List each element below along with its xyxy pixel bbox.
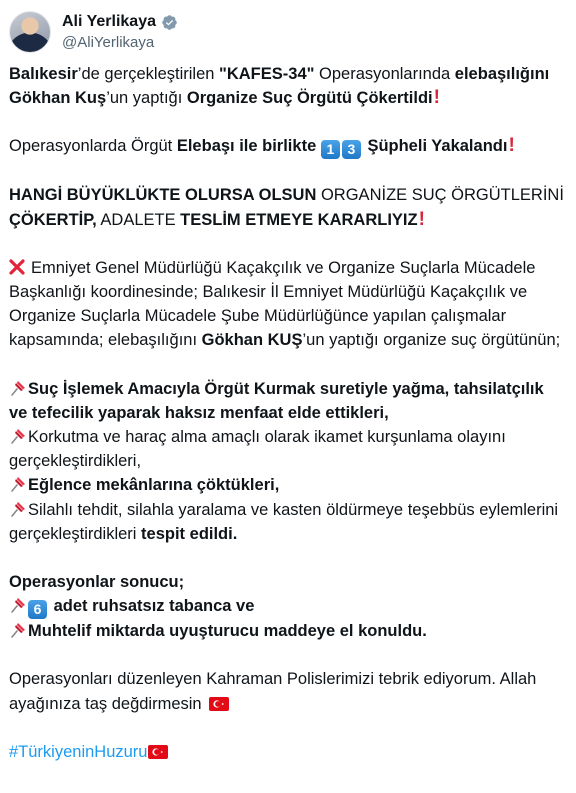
- turkey-flag-icon: [209, 697, 229, 711]
- text: ’un yaptığı: [106, 89, 187, 108]
- paragraph-hashtag: [9, 740, 566, 764]
- paragraph-6: [9, 570, 566, 643]
- text-bold: Gökhan KUŞ: [201, 331, 303, 350]
- display-name[interactable]: Ali Yerlikaya: [62, 13, 156, 30]
- text-bold: Elebaşı ile birlikte: [176, 137, 317, 156]
- pushpin-icon: [9, 379, 27, 397]
- text-bold: Gökhan Kuş: [9, 89, 107, 108]
- text: Silahlı tehdit, silahla yaralama ve kasten öldürmeye teşebbüs eylemlerini gerçekleştirdikleri: [9, 500, 559, 543]
- exclamation-icon: !: [433, 87, 440, 109]
- text: Korkutma ve haraç alma amaçlı olarak ikamet kurşunlama olayını gerçekleştirdikleri,: [9, 428, 506, 471]
- text-bold: HANGİ BÜYÜKLÜKTE OLURSA OLSUN: [9, 186, 317, 205]
- paragraph-5: [9, 377, 566, 546]
- text: Operasyonları düzenleyen Kahraman Polislerimizi tebrik ediyorum. Allah ayağınıza taş değdirmesin: [9, 670, 537, 713]
- text-bold: Organize Suç Örgütü Çökertildi: [186, 89, 433, 108]
- text-bold: Suç İşlemek Amacıyla Örgüt Kurmak suretiyle yağma, tahsilatçılık ve tefecilik yaparak haksız menfaat elde ettikleri,: [9, 379, 544, 422]
- hashtag-link[interactable]: #TürkiyeninHuzuru: [9, 742, 148, 761]
- keycap-3-icon: 3: [342, 140, 361, 159]
- paragraph-3: [9, 183, 566, 231]
- pushpin-icon: [9, 427, 27, 445]
- text-bold: TESLİM ETMEYE KARARLIYIZ: [180, 210, 418, 229]
- exclamation-icon: !: [508, 135, 515, 157]
- author-names: [62, 11, 178, 53]
- text-bold: tespit edildi.: [141, 524, 238, 543]
- text-bold: Muhtelif miktarda uyuşturucu maddeye el konuldu.: [28, 622, 427, 641]
- text-bold: Balıkesir: [9, 65, 78, 83]
- pushpin-icon: [9, 475, 27, 493]
- avatar[interactable]: [9, 11, 51, 53]
- pushpin-icon: [9, 621, 27, 639]
- paragraph-7: [9, 667, 566, 715]
- tweet-header: [9, 0, 566, 62]
- text: ’de gerçekleştirilen: [77, 65, 220, 83]
- turkey-flag-icon: [148, 745, 168, 759]
- text: ’un yaptığı organize suç örgütünün;: [302, 331, 561, 350]
- text: ORGANİZE SUÇ ÖRGÜTLERİNİ: [316, 186, 564, 205]
- name-row: [62, 11, 178, 33]
- text: ADALETE: [96, 210, 181, 229]
- cross-mark-icon: [9, 259, 25, 275]
- text: Emniyet Genel Müdürlüğü Kaçakçılık ve Organize Suçlarla Mücadele Başkanlığı koordinesinde; Balıkesir İl Emniyet Müdürlüğü Kaçakçılık ve Organize Suçlarla Mücadele Şube Müdürlüğünce yapılan çalışmalar kapsamında; elebaşılığını: [9, 258, 536, 350]
- keycap-1-icon: 1: [321, 140, 340, 159]
- paragraph-1: [9, 62, 566, 110]
- text-bold: ÇÖKERTİP,: [9, 210, 97, 229]
- pushpin-icon: [9, 500, 27, 518]
- text-bold: elebaşılığını: [454, 65, 550, 83]
- text-bold: Eğlence mekânlarına çöktükleri,: [28, 476, 280, 495]
- keycap-6-icon: 6: [28, 600, 47, 619]
- tweet-text: [9, 62, 566, 764]
- text-bold: Şüpheli Yakalandı: [367, 137, 508, 156]
- text: Operasyonlarda Örgüt: [9, 137, 177, 156]
- paragraph-4: [9, 256, 566, 353]
- verified-badge-icon: [161, 14, 178, 31]
- handle[interactable]: @AliYerlikaya: [62, 34, 155, 51]
- exclamation-icon: !: [418, 208, 425, 230]
- text-bold: adet ruhsatsız tabanca ve: [49, 597, 255, 616]
- text-bold: "KAFES-34": [219, 65, 315, 83]
- text-bold: Operasyonlar sonucu;: [9, 573, 185, 592]
- text: Operasyonlarında: [314, 65, 455, 83]
- pushpin-icon: [9, 596, 27, 614]
- paragraph-2: [9, 134, 566, 159]
